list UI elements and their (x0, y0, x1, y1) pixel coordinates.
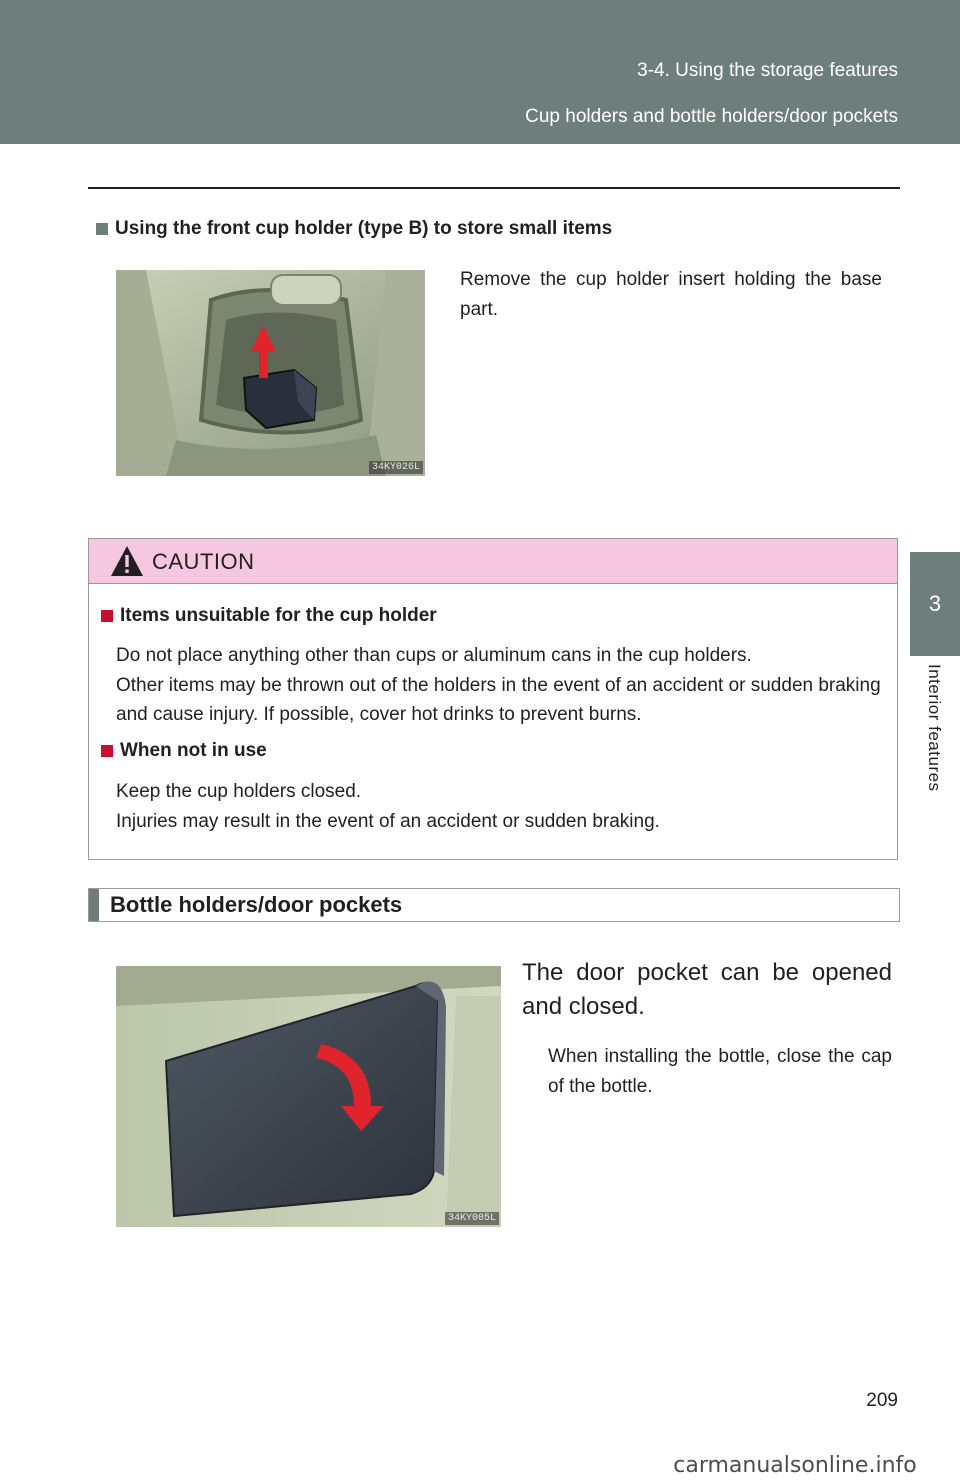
image-code: 34KY026L (369, 461, 423, 474)
chapter-tab[interactable] (910, 552, 960, 656)
chapter-label: Interior features (925, 664, 944, 792)
section-accent (89, 889, 99, 921)
caution-line: Injuries may result in the event of an accident or sudden braking. (116, 810, 660, 832)
watermark: carmanualsonline.info (640, 1452, 950, 1480)
door-pocket-text: The door pocket can be opened and closed. (522, 959, 892, 1020)
caution-item-title-text: Items unsuitable for the cup holder (120, 605, 437, 626)
square-bullet-icon (96, 223, 108, 235)
caution-item-body (116, 641, 894, 730)
caution-line: Other items may be thrown out of the holders in the event of an accident or sudden braking and cause injury. If possible, cover hot drinks to prevent burns. (116, 674, 881, 725)
topic-title: Cup holders and bottle holders/door pockets (525, 106, 898, 127)
top-rule (88, 187, 900, 189)
caution-item-title (101, 605, 437, 627)
cup-holder-illustration (116, 270, 425, 476)
image-code: 34KY005L (445, 1212, 499, 1225)
square-bullet-icon (101, 610, 113, 622)
caution-line: Do not place anything other than cups or aluminum cans in the cup holders. (116, 645, 752, 666)
front-cup-holder-heading (96, 218, 612, 240)
caution-line: Keep the cup holders closed. (116, 781, 362, 802)
chapter-number: 3 (928, 591, 942, 616)
front-cup-holder-text: Remove the cup holder insert holding the base part. (460, 269, 882, 320)
door-pocket-illustration (116, 966, 501, 1227)
caution-title: CAUTION (152, 549, 255, 574)
warning-icon (109, 544, 145, 578)
page-number: 209 (866, 1390, 898, 1411)
caution-item-body (116, 777, 894, 836)
bottle-cap-note: When installing the bottle, close the cap of the bottle. (548, 1046, 892, 1097)
caution-item-title (101, 740, 267, 762)
section-title: 3-4. Using the storage features (637, 60, 898, 81)
caution-header (89, 539, 897, 584)
square-bullet-icon (101, 745, 113, 757)
caution-item-title-text: When not in use (120, 740, 267, 761)
door-pocket-photo (116, 966, 501, 1227)
front-cup-holder-heading-text: Using the front cup holder (type B) to store small items (115, 218, 613, 239)
bottle-holders-title: Bottle holders/door pockets (110, 892, 403, 917)
bottle-holders-section-bar (88, 888, 900, 922)
caution-box (88, 538, 898, 860)
cup-holder-photo (116, 270, 425, 476)
